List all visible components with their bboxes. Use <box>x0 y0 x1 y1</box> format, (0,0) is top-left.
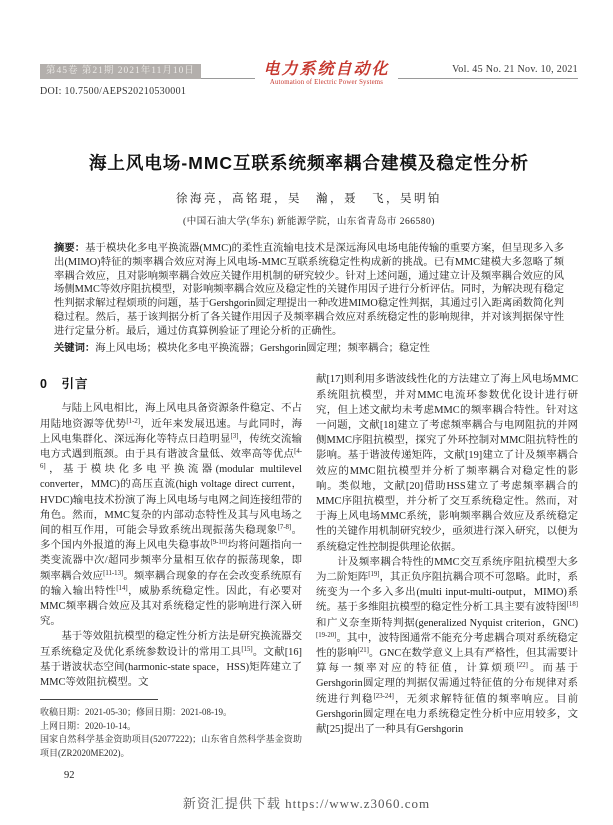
paper-title: 海上风电场-MMC互联系统频率耦合建模及稳定性分析 <box>88 153 530 173</box>
journal-logo <box>255 60 397 87</box>
paragraph: 基于等效阻抗模型的稳定性分析方法是研究换流器交互系统稳定及优化系统参数设计的常用工具[15]。文献[16]基于谐波状态空间(harmonic-state space，HSS)矩阵建立了MMC等效阻抗模型。文 <box>40 631 302 689</box>
footnote-line: 收稿日期：2021-05-30；修回日期：2021-08-19。 <box>40 707 232 718</box>
footnote-line: 上网日期：2020-10-14。 <box>40 720 136 731</box>
body-columns <box>40 372 578 781</box>
keywords-label: 关键词： <box>54 342 96 354</box>
abstract-label: 摘要： <box>54 243 86 254</box>
page-number: 92 <box>64 770 75 782</box>
abstract-block <box>54 242 564 339</box>
footnote-block <box>40 699 302 760</box>
journal-logo-en: Automation of Electric Power Systems <box>269 79 384 86</box>
footnote-separator <box>40 699 158 700</box>
keywords-block <box>54 342 564 356</box>
paragraph: 与陆上风电相比，海上风电具备资源条件稳定、不占用陆地资源等优势[1-2]，近年来发展迅速。与此同时，海上风电集群化、深远海化等特点日趋明显[3]，传统交流输电方式遇到瓶颈。由于具有谐波含量低、效率高等优点[4-6]，基于模块化多电平换流器(modular multilevel converter，MMC)的高压直流(high voltage direct current，HVDC)输电技术扮演了海上风电场与电网之间连接纽带的角色。然而，MMC复杂的内部动态特性及其与风电场之间的相互作用，可能会导致系统出现振荡失稳现象[7-8]。多个国内外报道的海上风电失稳事故[9-10]均将问题指向一类变流器中次/超同步频率分量相互依存的振荡现象，即频率耦合效应[11-13]。频率耦合现象的存在会改变系统原有的输入输出特性[14]，威胁系统稳定性。因此，有必要对MMC频率耦合效应及其对系统稳定性的影响进行深入研究。 <box>40 403 303 628</box>
body-column-right <box>316 372 578 781</box>
keywords-text: 海上风电场；模块化多电平换流器；Gershgorin圆定理；频率耦合；稳定性 <box>95 342 430 354</box>
affiliation-line: (中国石油大学(华东) 新能源学院，山东省青岛市 266580) <box>183 217 435 227</box>
paragraph: 献[17]则利用多谐波线性化的方法建立了海上风电场MMC系统阻抗模型，并对MMC电流环参数优化设计进行研究，但上述文献均未考虑MMC的频率耦合特性。针对这一问题，文献[18]建立了考虑频率耦合与电网阻抗的并网侧MMC序阻抗模型，探究了外环控制对MMC阻抗特性的影响。基于谐波传递矩阵，文献[19]建立了计及频率耦合效应的MMC阻抗模型并分析了频率耦合对稳定性的影响。类似地，文献[20]借助HSS建立了考虑频率耦合的MMC序阻抗模型，并分析了交互系统稳定性。然而，对于海上风电场MMC系统，影响频率耦合效应及系统稳定性的关键作用机制研究较少，亟须进行深入研究，以便为系统稳定性控制提供理论依据。 <box>316 374 578 553</box>
authors-line: 徐海亮，高铭琨，吴 瀚，聂 飞，吴明铂 <box>176 193 442 205</box>
journal-volume-text: Vol. 45 No. 21 Nov. 10, 2021 <box>452 64 578 75</box>
journal-header <box>40 60 578 106</box>
body-column-left <box>40 372 302 781</box>
footnote-line: 国家自然科学基金资助项目(52077222)；山东省自然科学基金资助项目(ZR2020ME202)。 <box>40 734 302 758</box>
section-heading: 0 引言 <box>40 377 89 392</box>
journal-logo-cn: 电力系统自动化 <box>263 59 390 78</box>
watermark-text: 新资汇提供下载 https://www.z3060.com <box>182 796 431 811</box>
paragraph: 计及频率耦合特性的MMC交互系统序阻抗模型大多为二阶矩阵[19]，其正负序阻抗耦合项不可忽略。此时，系统变为一个多入多出(multi input-multi-output，MIMO)系统。基于多维阻抗模型的稳定性分析工具主要有波特图[18]和广义奈奎斯特判据(generalized Nyquist criterion，GNC)[19-20]。其中，波特图通常不能充分考虑耦合项对系统稳定性的影响[21]。GNC在数学意义上具有严格性，但其需要计算每一频率对应的特征值，计算烦琐[22]。而基于Gershgorin圆定理的判据仅需通过特征值的分布规律对系统进行判稳[23-24]，无须求解特征值的频率响应。目前Gershgorin圆定理在电力系统稳定性分析中应用较多，文献[25]提出了一种具有Gershgorin <box>316 556 579 736</box>
header-left <box>40 60 201 97</box>
doi-text: DOI: 10.7500/AEPS20210530001 <box>40 86 187 97</box>
issue-badge: 第45卷 第21期 2021年11月10日 <box>40 64 201 79</box>
abstract-text: 基于模块化多电平换流器(MMC)的柔性直流输电技术是深远海风电场电能传输的重要方案，但呈现多入多出(MIMO)特征的频率耦合效应对海上风电场-MMC互联系统稳定性构成新的挑战。已有MMC建模大多忽略了频率耦合效应，且对影响频率耦合效应关键作用机制的研究较少。针对上述问题，通过建立计及频率耦合效应的风场侧MMC等效序阻抗模型，对影响频率耦合效应及稳定性的关键作用因子进行分析评估。同时，为解决现有稳定性判据求解过程烦琐的问题，基于Gershgorin圆定理提出一种改进MIMO稳定性判据，其通过引入距离函数简化判稳过程。然后，基于该判据分析了各关键作用因子及频率耦合效应对系统稳定性的影响规律，并对该判据保守性进行定量分析。最后，通过仿真算例验证了理论分析的正确性。 <box>54 243 564 337</box>
